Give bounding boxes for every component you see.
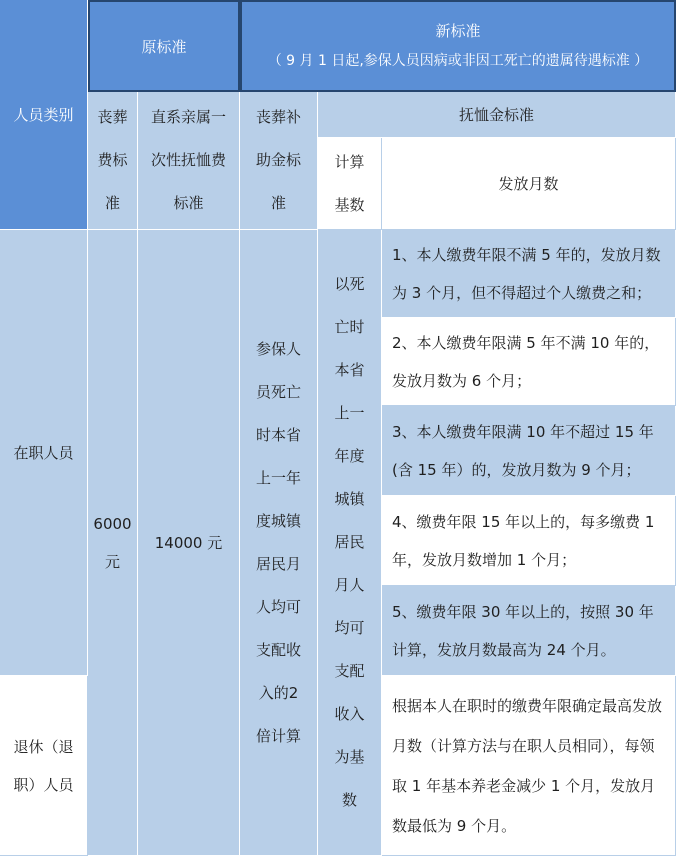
new-standard-title: 新标准 [435,22,481,40]
new-standard-header [240,0,676,92]
row-employed-text: 在职人员 [13,444,74,462]
category-header-text: 人员类别 [13,106,74,124]
rule-3-text: 3、本人缴费年限满 10 年不超过 15 年(含 15 年）的，发放月数为 9 个月； [392,422,654,479]
months-header [382,138,676,230]
rule-2 [382,318,676,406]
lump-sum-value-text: 14000 元 [154,534,223,552]
calc-base-header [318,138,382,230]
funeral-fee-header [88,92,138,230]
lump-sum-header-text: 直系亲属一次性抚恤费标准 [150,108,226,212]
original-standard-header [88,0,240,92]
funeral-fee-header-text: 丧葬费标准 [97,108,128,212]
funeral-fee-value [88,230,138,856]
new-standard-subtitle: （ 9 月 1 日起,参保人员因病或非因工死亡的遗属待遇标准 ） [267,53,649,69]
rule-2-text: 2、本人缴费年限满 5 年不满 10 年的，发放月数为 6 个月； [392,333,660,390]
rule-1-text: 1、本人缴费年限不满 5 年的，发放月数为 3 个月，但不得超过个人缴费之和； [392,245,661,302]
row-retired [0,676,88,856]
calc-base-header-text: 计算基数 [334,152,365,214]
lump-sum-value [138,230,240,856]
calc-base-value [318,230,382,856]
funeral-subsidy-header [240,92,318,230]
rule-1 [382,230,676,318]
months-header-text: 发放月数 [498,175,559,193]
rule-5-text: 5、缴费年限 30 年以上的，按照 30 年计算，发放月数最高为 24 个月。 [392,602,654,659]
category-header [0,0,88,230]
rule-3 [382,406,676,496]
lump-sum-header [138,92,240,230]
rule-5 [382,586,676,676]
pension-header-text: 抚恤金标准 [458,106,534,124]
rule-4 [382,496,676,586]
funeral-subsidy-header-text: 丧葬补助金标准 [255,108,301,212]
row-retired-text: 退休（退职）人员 [13,737,74,794]
funeral-subsidy-value [240,230,318,856]
rule-4-text: 4、缴费年限 15 年以上的，每多缴费 1 年，发放月数增加 1 个月； [392,512,655,569]
original-standard-text: 原标准 [141,37,187,56]
row-employed [0,230,88,676]
pension-header [318,92,676,138]
funeral-fee-value-text: 6000元 [93,514,132,571]
funeral-subsidy-value-text: 参保人员死亡时本省上一年度城镇居民月人均可支配收入的2倍计算 [255,339,301,745]
retired-rule [382,676,676,856]
calc-base-value-text: 以死亡时本省上一年度城镇居民月人均可支配收入为基数 [334,275,365,809]
retired-rule-text: 根据本人在职时的缴费年限确定最高发放月数（计算方法与在职人员相同），每领取 1 年基本养老金减少 1 个月，发放月数最低为 9 个月。 [392,696,663,835]
